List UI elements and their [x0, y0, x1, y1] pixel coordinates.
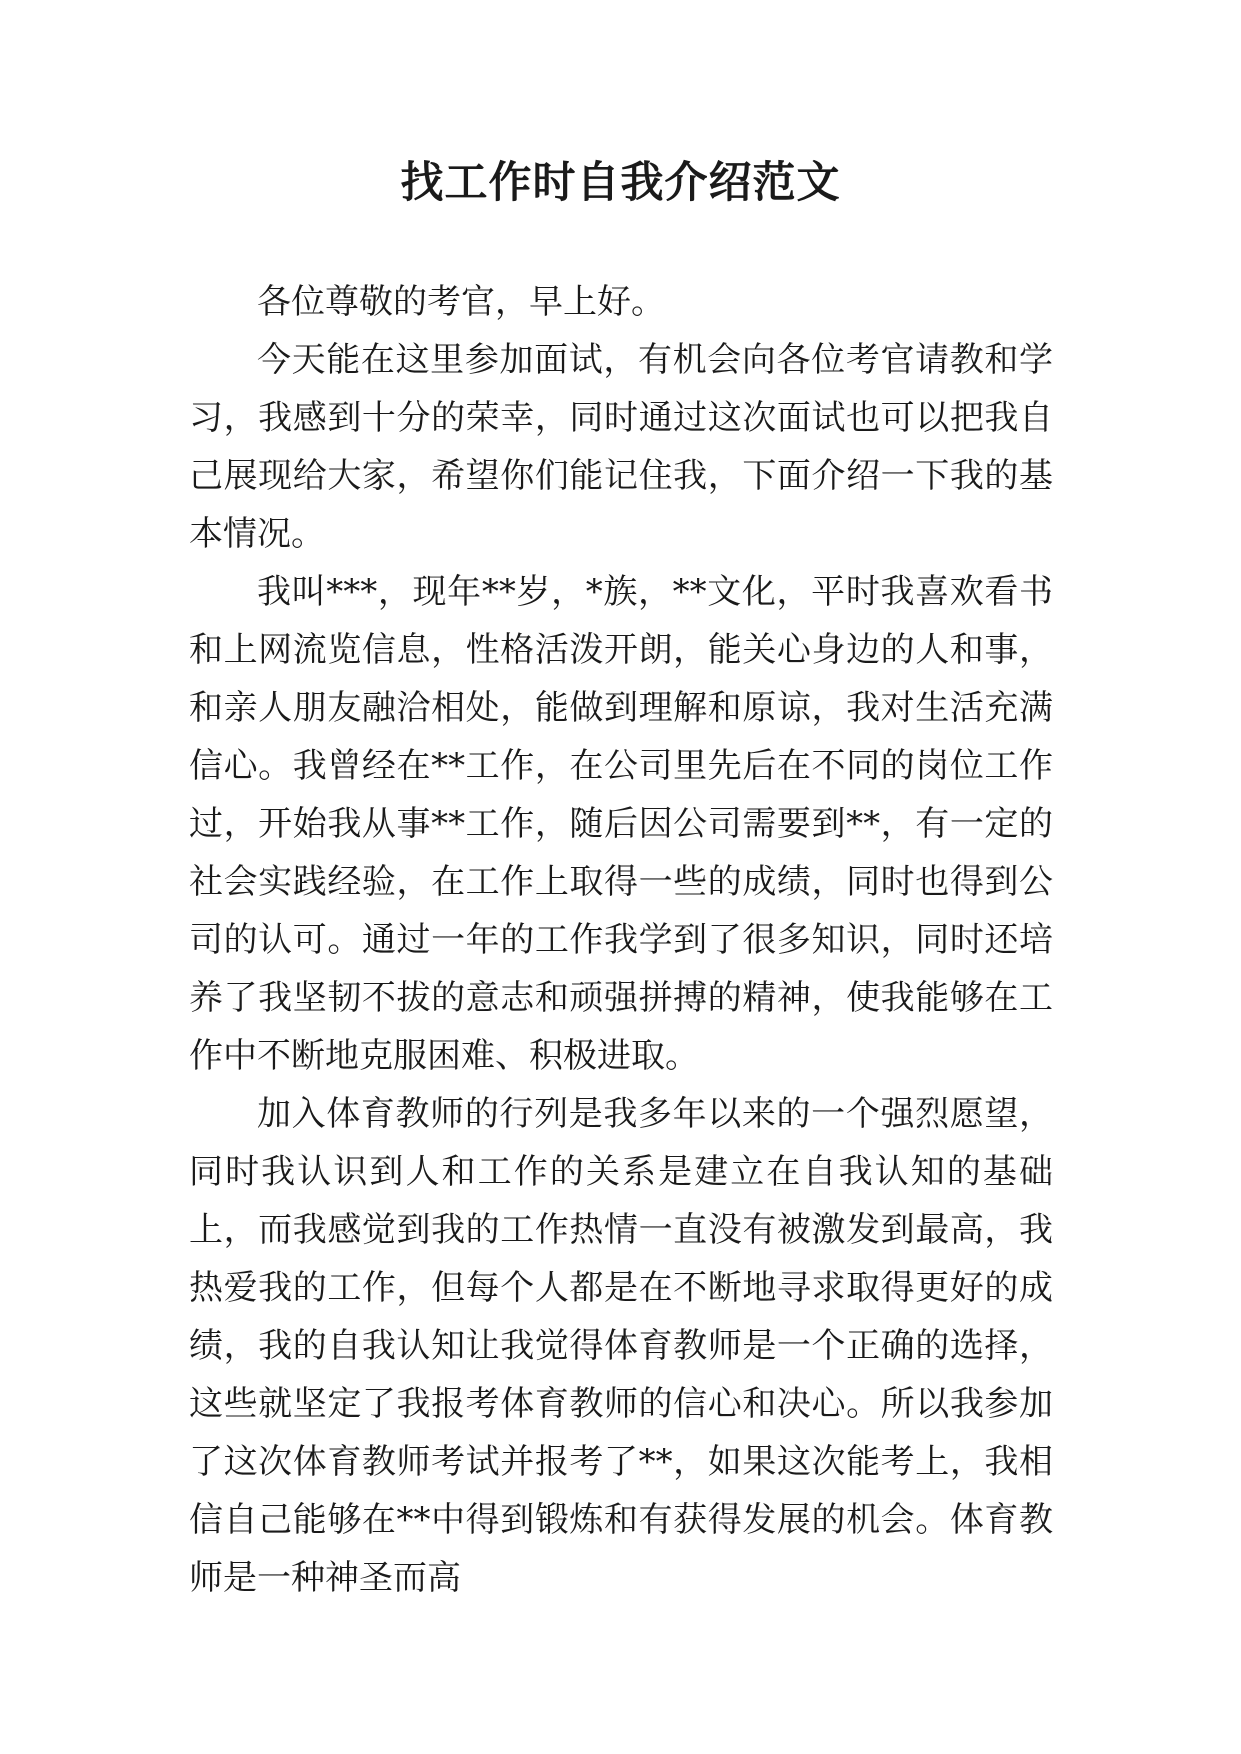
paragraph-greeting: 各位尊敬的考官，早上好。	[257, 282, 665, 322]
paragraph-background: 我叫***，现年**岁，*族，**文化，平时我喜欢看书和上网流览信息，性格活泼开朗，能关心身边的人和事，和亲人朋友融洽相处，能做到理解和原谅，我对生活充满信心。我曾经在**工作，在公司里先后在不同的岗位工作过，开始我从事**工作，随后因公司需要到**，有一定的社会实践经验，在工作上取得一些的成绩，同时也得到公司的认可。通过一年的工作我学到了很多知识，同时还培养了我坚韧不拔的意志和顽强拼搏的精神，使我能够在工作中不断地克服困难、积极进取。	[189, 572, 1053, 1076]
paragraph-opening: 今天能在这里参加面试，有机会向各位考官请教和学习，我感到十分的荣幸，同时通过这次面试也可以把我自己展现给大家，希望你们能记住我，下面介绍一下我的基本情况。	[189, 340, 1053, 554]
document-body	[189, 273, 1053, 1607]
paragraph-motivation: 加入体育教师的行列是我多年以来的一个强烈愿望，同时我认识到人和工作的关系是建立在自我认知的基础上，而我感觉到我的工作热情一直没有被激发到最高，我热爱我的工作，但每个人都是在不断地寻求取得更好的成绩，我的自我认知让我觉得体育教师是一个正确的选择，这些就坚定了我报考体育教师的信心和决心。所以我参加了这次体育教师考试并报考了**，如果这次能考上，我相信自己能够在**中得到锻炼和有获得发展的机会。体育教师是一种神圣而高	[189, 1094, 1053, 1598]
document-title: 找工作时自我介绍范文	[400, 158, 841, 208]
